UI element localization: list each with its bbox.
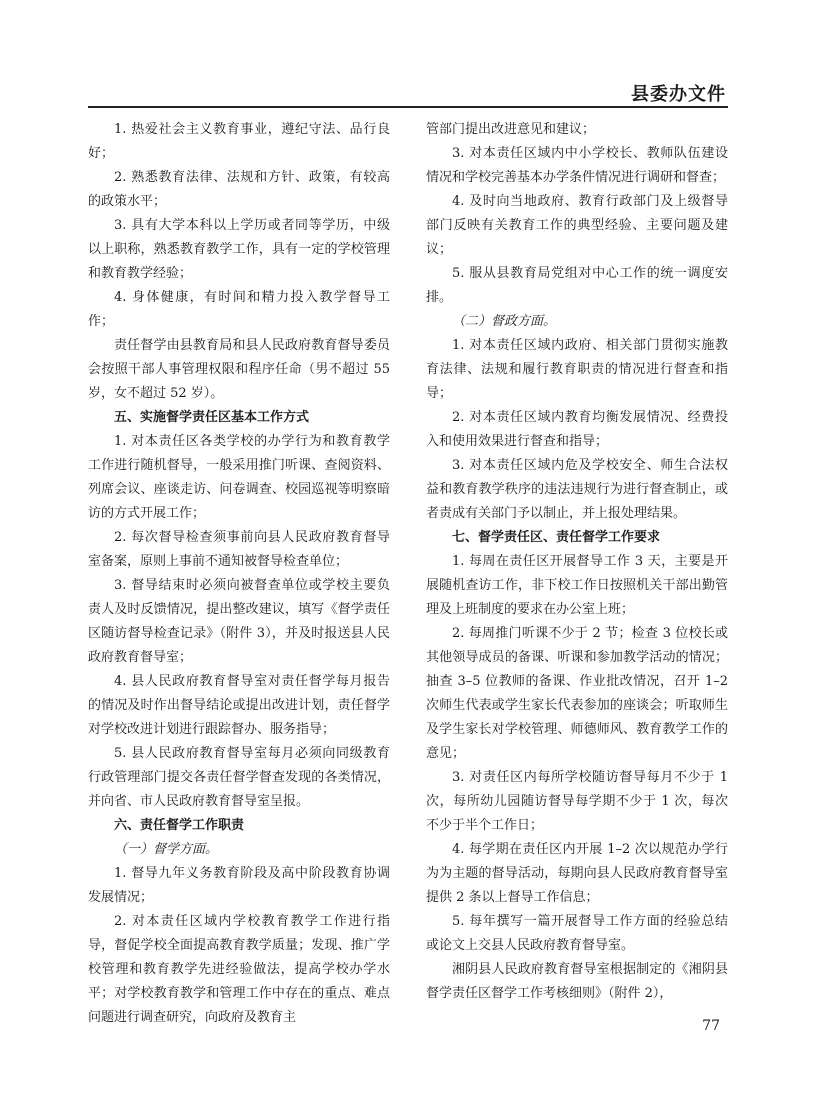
paragraph: 2. 对本责任区域内教育均衡发展情况、经费投入和使用效果进行督查和指导； (426, 410, 728, 449)
paragraph: 4. 身体健康，有时间和精力投入教学督导工作； (88, 290, 390, 329)
section-heading: 五、实施督学责任区基本工作方式 (114, 410, 310, 425)
paragraph: 3. 对责任区内每所学校随访督导每月不少于 1 次，每所幼儿园随访督导每学期不少于 1 次，每次不少于半个工作日； (426, 770, 728, 833)
header-title: 县委办文件 (631, 84, 726, 105)
paragraph: 2. 对本责任区域内学校教育教学工作进行指导，督促学校全面提高教育教学质量；发现、推广学校管理和教育教学先进经验做法，提高学校办学水平；对学校教育教学和管理工作中存在的重点、难点问题进行调查研究，向政府及教育主 (88, 914, 390, 1025)
page-number: 77 (702, 1018, 720, 1034)
section-heading: 六、责任督学工作职责 (114, 818, 245, 833)
paragraph: 4. 县人民政府教育督导室对责任督学每月报告的情况及时作出督导结论或提出改进计划，责任督学对学校改进计划进行跟踪督办、服务指导； (88, 674, 390, 737)
paragraph: 2. 每周推门听课不少于 2 节；检查 3 位校长或其他领导成员的备课、听课和参加教学活动的情况；抽查 3–5 位教师的备课、作业批改情况，召开 1–2 次师生代表或学生家长代表参加的座谈会；听取师生及学生家长对学校管理、师德师风、教育教学工作的意见； (426, 626, 728, 761)
subsection-heading: （一）督学方面。 (114, 842, 219, 857)
paragraph: 1. 对本责任区各类学校的办学行为和教育教学工作进行随机督导，一般采用推门听课、查阅资料、列席会议、座谈走访、问卷调查、校园巡视等明察暗访的方式开展工作； (88, 434, 390, 521)
paragraph: 1. 督导九年义务教育阶段及高中阶段教育协调发展情况； (88, 866, 390, 905)
paragraph: 1. 热爱社会主义教育事业，遵纪守法、品行良好； (88, 122, 390, 161)
paragraph: 1. 每周在责任区开展督导工作 3 天，主要是开展随机查访工作，非下校工作日按照机关干部出勤管理及上班制度的要求在办公室上班； (426, 554, 728, 617)
section-heading: 七、督学责任区、责任督学工作要求 (452, 530, 661, 545)
right-column (426, 118, 728, 1006)
paragraph: 4. 及时向当地政府、教育行政部门及上级督导部门反映有关教育工作的典型经验、主要问题及建议； (426, 194, 728, 257)
paragraph: 5. 服从县教育局党组对中心工作的统一调度安排。 (426, 266, 728, 305)
paragraph: 2. 每次督导检查须事前向县人民政府教育督导室备案，原则上事前不通知被督导检查单位； (88, 530, 390, 569)
paragraph: 责任督学由县教育局和县人民政府教育督导委员会按照干部人事管理权限和程序任命（男不超过 55 岁，女不超过 52 岁）。 (88, 338, 390, 401)
paragraph: 2. 熟悉教育法律、法规和方针、政策，有较高的政策水平； (88, 170, 390, 209)
paragraph-continued: 管部门提出改进意见和建议； (426, 122, 596, 137)
paragraph: 5. 县人民政府教育督导室每月必须向同级教育行政管理部门提交各责任督学督查发现的各类情况，并向省、市人民政府教育督导室呈报。 (88, 746, 390, 809)
paragraph: 1. 对本责任区域内政府、相关部门贯彻实施教育法律、法规和履行教育职责的情况进行督查和指导； (426, 338, 728, 401)
paragraph: 3. 对本责任区域内危及学校安全、师生合法权益和教育教学秩序的违法违规行为进行督查制止，或者责成有关部门予以制止，并上报处理结果。 (426, 458, 728, 521)
paragraph: 5. 每年撰写一篇开展督导工作方面的经验总结或论文上交县人民政府教育督导室。 (426, 914, 728, 953)
header-rule (88, 106, 728, 108)
left-column (88, 118, 390, 1030)
paragraph: 3. 对本责任区域内中小学校长、教师队伍建设情况和学校完善基本办学条件情况进行调研和督查； (426, 146, 728, 185)
paragraph: 3. 具有大学本科以上学历或者同等学历，中级以上职称，熟悉教育教学工作，具有一定的学校管理和教育教学经验； (88, 218, 390, 281)
paragraph: 湘阴县人民政府教育督导室根据制定的《湘阴县督学责任区督学工作考核细则》（附件 2）， (426, 962, 728, 1001)
subsection-heading: （二）督政方面。 (452, 314, 557, 329)
paragraph: 4. 每学期在责任区内开展 1–2 次以规范办学行为为主题的督导活动，每期向县人民政府教育督导室提供 2 条以上督导工作信息； (426, 842, 728, 905)
paragraph: 3. 督导结束时必须向被督查单位或学校主要负责人及时反馈情况，提出整改建议，填写《督学责任区随访督导检查记录》（附件 3），并及时报送县人民政府教育督导室； (88, 578, 390, 665)
